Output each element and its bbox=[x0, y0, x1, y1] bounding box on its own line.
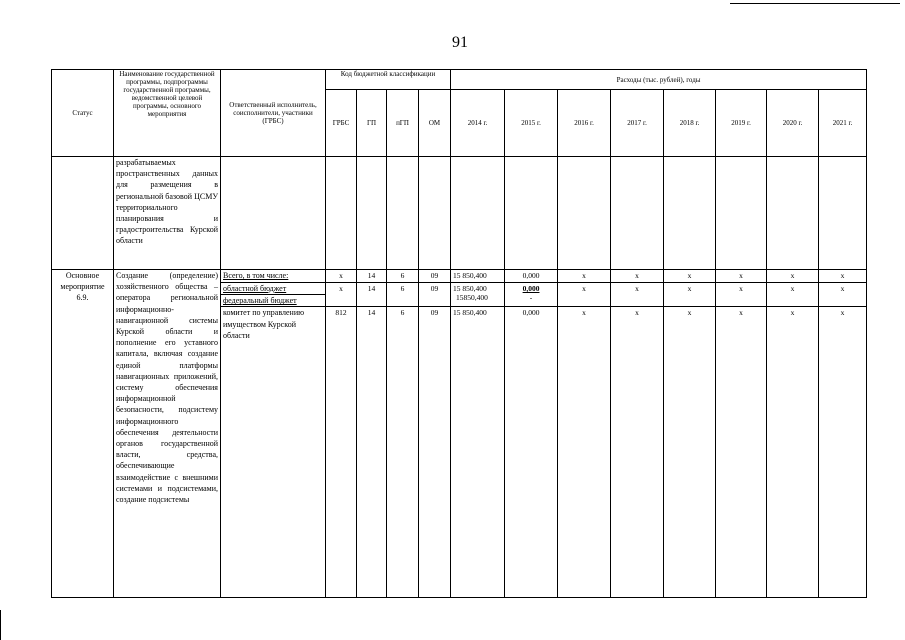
header-year: 2019 г. bbox=[716, 90, 767, 157]
pgp-value: 6 bbox=[387, 307, 419, 598]
amount-2016: x bbox=[558, 283, 611, 307]
executor-total: Всего, в том числе: bbox=[221, 270, 326, 283]
header-year: 2021 г. bbox=[819, 90, 867, 157]
amount-2014: 15 850,400 bbox=[451, 270, 505, 283]
continuation-row bbox=[52, 157, 867, 270]
header-budget-code: Код бюджетной классификации bbox=[326, 70, 451, 90]
grbs-value: x bbox=[326, 283, 357, 307]
amount-2017: x bbox=[611, 283, 664, 307]
header-row-1 bbox=[52, 70, 867, 90]
header-year: 2020 г. bbox=[767, 90, 819, 157]
amount-2016: x bbox=[558, 307, 611, 598]
header-om: ОМ bbox=[419, 90, 451, 157]
page-number: 91 bbox=[452, 34, 468, 51]
amount-2018: x bbox=[664, 270, 716, 283]
amount-2014: 15 850,400 bbox=[451, 307, 505, 598]
amount-2018: x bbox=[664, 283, 716, 307]
amount-2018: x bbox=[664, 307, 716, 598]
table-row bbox=[52, 270, 867, 283]
amount-2015-regional: 0,000 bbox=[522, 284, 540, 293]
amount-2017: x bbox=[611, 270, 664, 283]
om-value: 09 bbox=[419, 307, 451, 598]
gp-value: 14 bbox=[357, 270, 387, 283]
amount-2014-regional: 15 850,400 bbox=[453, 284, 487, 293]
header-grbs: ГРБС bbox=[326, 90, 357, 157]
grbs-value: 812 bbox=[326, 307, 357, 598]
header-year: 2017 г. bbox=[611, 90, 664, 157]
header-year: 2014 г. bbox=[451, 90, 505, 157]
budget-table bbox=[51, 69, 867, 598]
om-value: 09 bbox=[419, 283, 451, 307]
amount-2017: x bbox=[611, 307, 664, 598]
top-rule bbox=[730, 3, 900, 4]
om-value: 09 bbox=[419, 270, 451, 283]
amount-2016: x bbox=[558, 270, 611, 283]
header-year: 2016 г. bbox=[558, 90, 611, 157]
amount-2019: x bbox=[716, 283, 767, 307]
activity-status: Основное мероприятие 6.9. bbox=[52, 270, 114, 598]
amount-2021: x bbox=[819, 307, 867, 598]
header-expenses: Расходы (тыс. рублей), годы bbox=[451, 70, 867, 90]
amount-2020: x bbox=[767, 283, 819, 307]
executor-regional: областной бюджет bbox=[221, 283, 326, 295]
left-edge-rule bbox=[0, 610, 1, 640]
pgp-value: 6 bbox=[387, 270, 419, 283]
header-status: Статус bbox=[52, 70, 114, 157]
amount-2021: x bbox=[819, 270, 867, 283]
amount-2015-federal: - bbox=[529, 293, 533, 302]
amount-2014-federal: 15850,400 bbox=[456, 293, 488, 302]
executor-federal: федеральный бюджет bbox=[221, 295, 326, 307]
header-gp: ГП bbox=[357, 90, 387, 157]
amount-2015: 0,000 bbox=[505, 307, 558, 598]
executor-committee: комитет по управлению имуществом Курской области bbox=[221, 307, 326, 598]
header-year: 2015 г. bbox=[505, 90, 558, 157]
amount-2014-split bbox=[451, 283, 505, 307]
grbs-value: x bbox=[326, 270, 357, 283]
gp-value: 14 bbox=[357, 307, 387, 598]
header-name: Наименование государственной программы, подпрограммы государственной программы, ведомственной целевой программы, основного мероприятия bbox=[114, 70, 221, 157]
continuation-name: разрабатываемых пространственных данных для размещения в региональной базовой ЦСМУ территориального планирования и градостроительства Курской области bbox=[114, 157, 221, 270]
amount-2021: x bbox=[819, 283, 867, 307]
header-pgp: пГП bbox=[387, 90, 419, 157]
header-executor: Ответственный исполнитель, соисполнители, участники (ГРБС) bbox=[221, 70, 326, 157]
activity-name: Создание (определение) хозяйственного общества – оператора региональной информационно-навигационной системы Курской области и пополнение его уставного капитала, включая создание единой платформы навигационных приложений, систему обеспечения информационной безопасности, подсистему информационного обеспечения деятельности органов государственной власти, средства, обеспечивающие взаимодействие с внешними системами и подсистемами, создание подсистемы bbox=[114, 270, 221, 598]
amount-2019: x bbox=[716, 270, 767, 283]
continuation-status bbox=[52, 157, 114, 270]
gp-value: 14 bbox=[357, 283, 387, 307]
amount-2020: x bbox=[767, 307, 819, 598]
amount-2020: x bbox=[767, 270, 819, 283]
header-year: 2018 г. bbox=[664, 90, 716, 157]
amount-2019: x bbox=[716, 307, 767, 598]
amount-2015-split bbox=[505, 283, 558, 307]
amount-2015: 0,000 bbox=[505, 270, 558, 283]
pgp-value: 6 bbox=[387, 283, 419, 307]
